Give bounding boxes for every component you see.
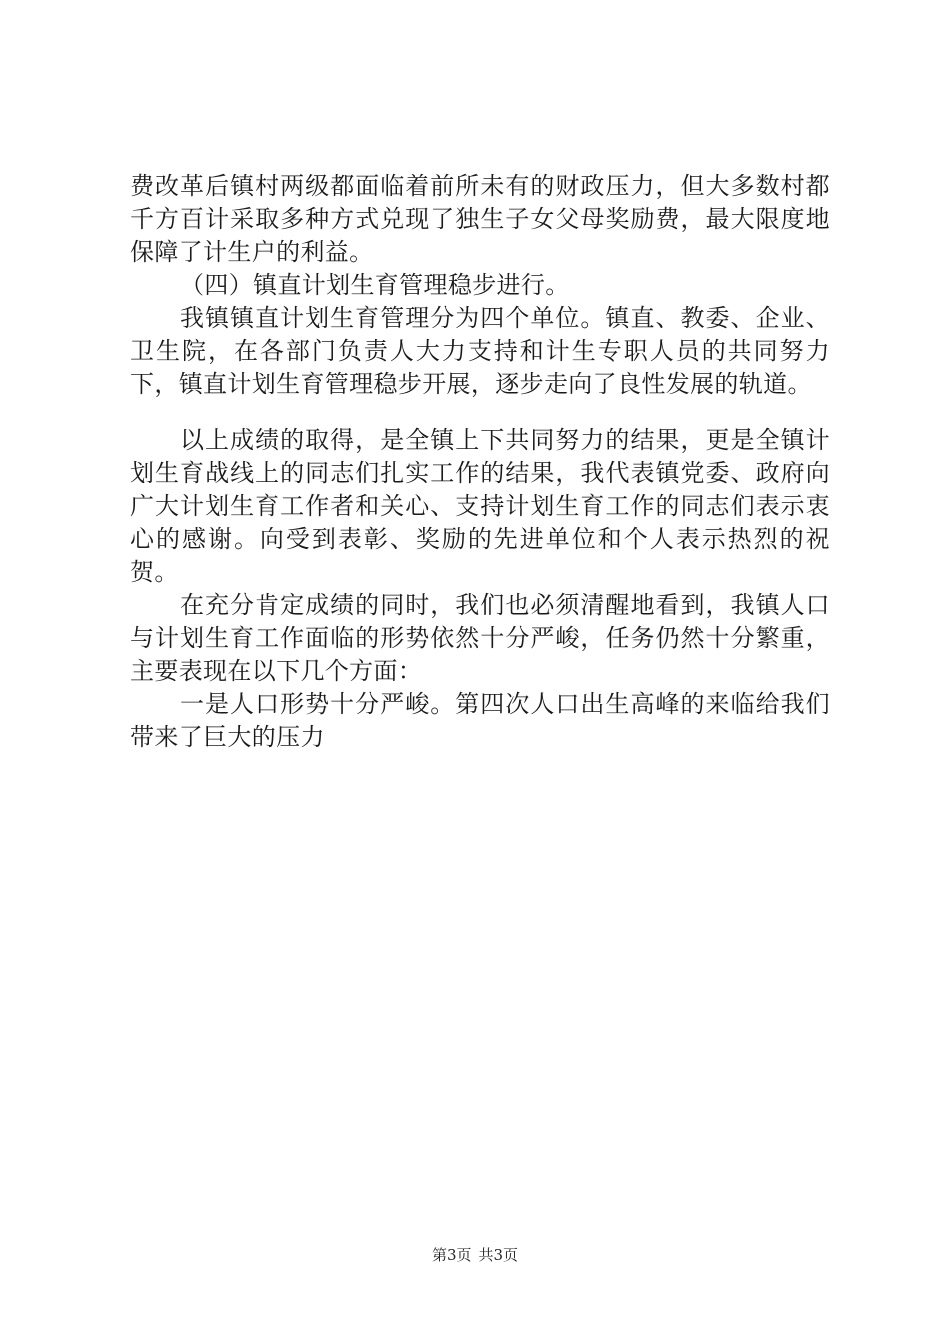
paragraph-town-management: 我镇镇直计划生育管理分为四个单位。镇直、教委、企业、卫生院，在各部门负责人大力支持和计生专职人员的共同努力下，镇直计划生育管理稳步开展，逐步走向了良性发展的轨道。 [130, 304, 830, 398]
paragraph-achievements: 以上成绩的取得，是全镇上下共同努力的结果，更是全镇计划生育战线上的同志们扎实工作的结果，我代表镇党委、政府向广大计划生育工作者和关心、支持计划生育工作的同志们表示衷心的感谢。向受到表彰、奖励的先进单位和个人表示热烈的祝贺。 [130, 426, 830, 586]
section-heading-four: （四）镇直计划生育管理稳步进行。 [180, 271, 570, 299]
paragraph-spacer [130, 401, 830, 424]
paragraph-challenges: 在充分肯定成绩的同时，我们也必须清醒地看到，我镇人口与计划生育工作面临的形势依然十分严峻，任务仍然十分繁重，主要表现在以下几个方面： [130, 591, 830, 685]
page-footer [0, 1244, 950, 1265]
page-total: 共3页 [478, 1246, 519, 1264]
document-body [130, 170, 830, 754]
paragraph-population-situation: 一是人口形势十分严峻。第四次人口出生高峰的来临给我们带来了巨大的压力 [130, 690, 830, 751]
page-number: 第3页 [431, 1246, 472, 1264]
paragraph-fee-reform: 费改革后镇村两级都面临着前所未有的财政压力，但大多数村都千方百计采取多种方式兑现了独生子女父母奖励费，最大限度地保障了计生户的利益。 [130, 172, 830, 266]
